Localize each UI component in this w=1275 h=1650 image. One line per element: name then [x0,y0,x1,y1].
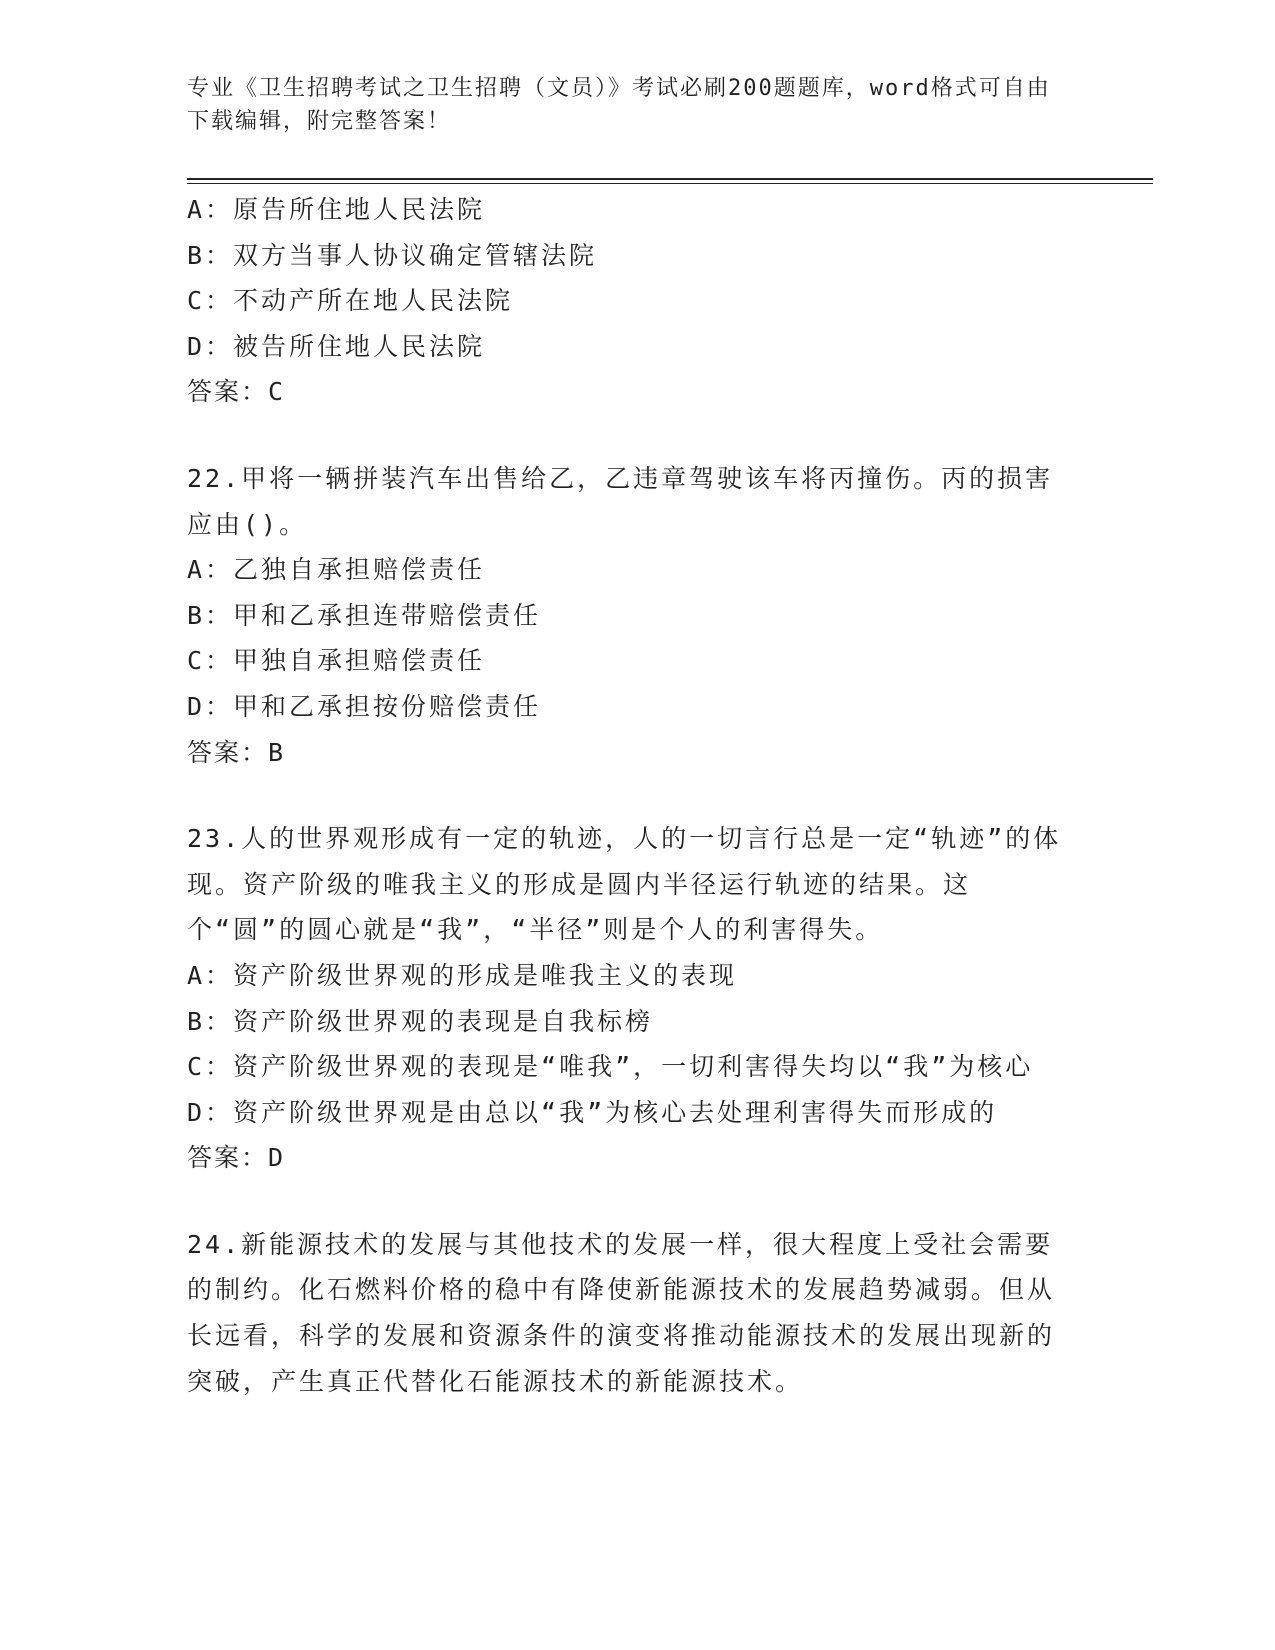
answer-line: 答案：C [187,377,286,407]
question-content [187,187,1067,1404]
question-gap [187,1181,1067,1222]
question-21 [187,187,1067,415]
answer-line: 答案：D [187,1143,286,1173]
option-a: A：资产阶级世界观的形成是唯我主义的表现 [187,960,738,990]
option-a: A：原告所住地人民法院 [187,195,486,224]
option-c: C：资产阶级世界观的表现是“唯我”，一切利害得失均以“我”为核心 [187,1052,1034,1082]
question-gap [187,775,1067,816]
question-stem: 23.人的世界观形成有一定的轨迹，人的一切言行总是一定“轨迹”的体现。资产阶级的唯我主义的形成是圆内半径运行轨迹的结果。这个“圆”的圆心就是“我”，“半径”则是个人的利害得失。 [187,824,1062,945]
answer-line: 答案：B [187,737,286,767]
question-22 [187,456,1067,775]
option-a: A：乙独自承担赔偿责任 [187,555,486,585]
option-d: D：甲和乙承担按份赔偿责任 [187,691,542,721]
question-gap [187,415,1067,456]
option-c: C：不动产所在地人民法院 [187,286,514,316]
document-header: 专业《卫生招聘考试之卫生招聘（文员）》考试必刷200题题库，word格式可自由下载编辑，附完整答案！ [187,76,1051,134]
option-b: B：资产阶级世界观的表现是自我标榜 [187,1006,654,1036]
question-stem: 22.甲将一辆拼装汽车出售给乙，乙违章驾驶该车将丙撞伤。丙的损害应由()。 [187,463,1054,539]
option-b: B：双方当事人协议确定管辖法院 [187,240,598,270]
question-23 [187,816,1067,1181]
header-rule-thick [187,178,1153,180]
header-rule-thin [187,183,1153,184]
option-b: B：甲和乙承担连带赔偿责任 [187,600,542,630]
question-24 [187,1222,1067,1404]
question-stem: 24.新能源技术的发展与其他技术的发展一样，很大程度上受社会需要的制约。化石燃料价格的稳中有降使新能源技术的发展趋势减弱。但从长远看，科学的发展和资源条件的演变将推动能源技术的发展出现新的突破，产生真正代替化石能源技术的新能源技术。 [187,1229,1056,1396]
option-d: D：资产阶级世界观是由总以“我”为核心去处理利害得失而形成的 [187,1097,998,1127]
option-c: C：甲独自承担赔偿责任 [187,646,486,676]
option-d: D：被告所住地人民法院 [187,331,486,361]
